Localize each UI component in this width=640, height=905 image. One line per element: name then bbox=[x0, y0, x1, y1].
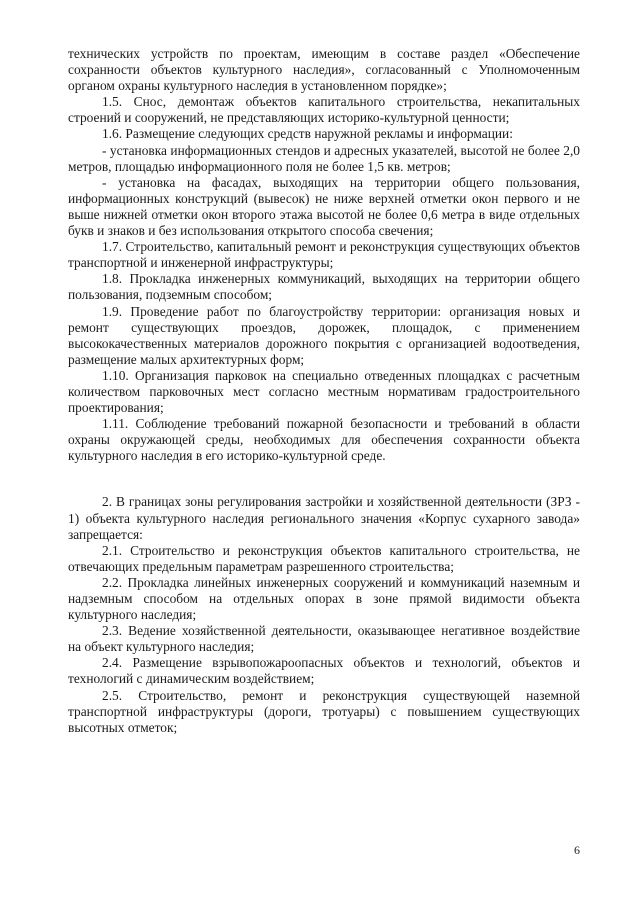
paragraph-2-2: 2.2. Прокладка линейных инженерных сооружений и коммуникаций наземным и надземным способом на отдельных опорах в зоне прямой видимости объекта культурного наследия; bbox=[68, 574, 580, 623]
paragraph-2-1: 2.1. Строительство и реконструкция объектов капитального строительства, не отвечающих предельным параметрам разрешенного строительства; bbox=[68, 542, 580, 574]
paragraph-1-6-item-2: - установка на фасадах, выходящих на территории общего пользования, информационных конструкций (вывесок) не ниже верхней отметки окон первого и не выше нижней отметки окон второго этажа высотой не более 0,6 метра в виде отдельных букв и знаков и без использования открытого способа свечения; bbox=[68, 174, 580, 239]
paragraph-1-7: 1.7. Строительство, капитальный ремонт и реконструкция существующих объектов транспортной и инженерной инфраструктуры; bbox=[68, 239, 580, 271]
paragraph-continuation: технических устройств по проектам, имеющим в составе раздел «Обеспечение сохранности объектов культурного наследия», согласованный с Уполномоченным органом охраны культурного наследия в установленном порядке»; bbox=[68, 46, 580, 94]
paragraph-2-4: 2.4. Размещение взрывопожароопасных объектов и технологий, объектов и технологий с динамическим воздействием; bbox=[68, 655, 580, 687]
paragraph-2: 2. В границах зоны регулирования застройки и хозяйственной деятельности (ЗРЗ - 1) объекта культурного наследия регионального значения «Корпус сухарного завода» запрещается: bbox=[68, 494, 580, 542]
page-number: 6 bbox=[574, 843, 580, 857]
paragraph-1-5: 1.5. Снос, демонтаж объектов капитального строительства, некапитальных строений и сооружений, не представляющих историко-культурной ценности; bbox=[68, 94, 580, 126]
paragraph-1-8: 1.8. Прокладка инженерных коммуникаций, выходящих на территории общего пользования, подземным способом; bbox=[68, 271, 580, 303]
paragraph-2-3: 2.3. Ведение хозяйственной деятельности, оказывающее негативное воздействие на объект культурного наследия; bbox=[68, 623, 580, 655]
paragraph-2-5: 2.5. Строительство, ремонт и реконструкция существующей наземной транспортной инфраструктуры (дороги, тротуары) с повышением существующих высотных отметок; bbox=[68, 687, 580, 735]
paragraph-1-6: 1.6. Размещение следующих средств наружной рекламы и информации: bbox=[102, 126, 513, 142]
paragraph-1-10: 1.10. Организация парковок на специально отведенных площадках с расчетным количеством парковочных мест согласно местным нормативам градостроительного проектирования; bbox=[68, 367, 580, 416]
section-gap bbox=[68, 464, 580, 494]
document-body bbox=[68, 46, 580, 736]
paragraph-1-9: 1.9. Проведение работ по благоустройству территории: организация новых и ремонт существующих проездов, дорожек, площадок, с применением высококачественных материалов дорожного покрытия с организацией водоотведения, размещение малых архитектурных форм; bbox=[68, 303, 580, 367]
paragraph-1-6-item-1: - установка информационных стендов и адресных указателей, высотой не более 2,0 метров, площадью информационного поля не более 1,5 кв. метров; bbox=[68, 142, 580, 174]
paragraph-1-11: 1.11. Соблюдение требований пожарной безопасности и требований в области охраны окружающей среды, необходимых для обеспечения сохранности объекта культурного наследия в его историко-культурной среде. bbox=[68, 416, 580, 464]
